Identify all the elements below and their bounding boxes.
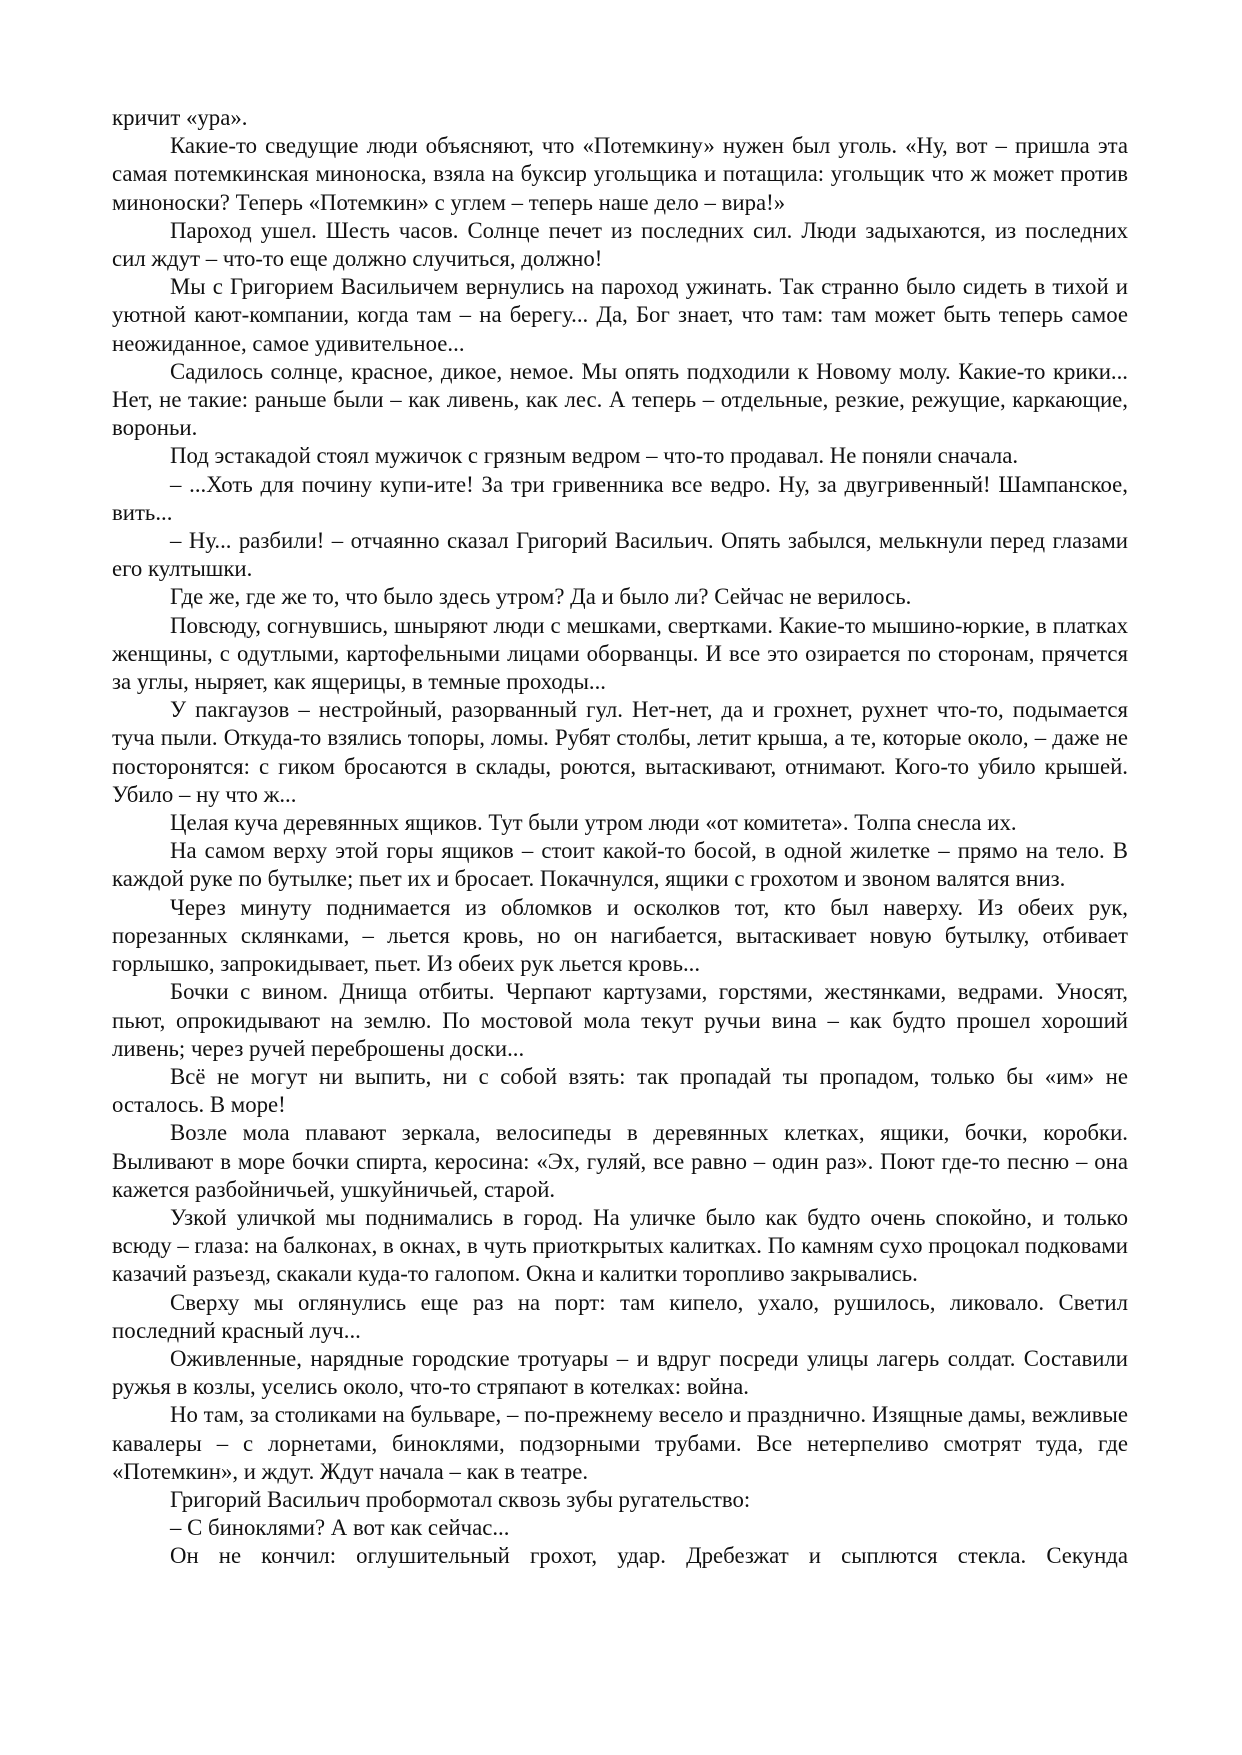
paragraph: кричит «ура». [112, 105, 248, 130]
paragraph: Целая куча деревянных ящиков. Тут были утром люди «от комитета». Толпа снесла их. [170, 810, 1017, 836]
paragraph: Повсюду, согнувшись, шныряют люди с мешками, свертками. Какие-то мышино-юркие, в платках женщины, с одутлыми, картофельными лицами оборванцы. И все это озирается по сторонам, прячется за углы, ныряет, как ящерицы, в темные проходы... [112, 612, 1128, 695]
paragraph: На самом верху этой горы ящиков – стоит какой-то босой, в одной жилетке – прямо на тело. В каждой руке по бутылке; пьет их и бросает. Покачнулся, ящики с грохотом и звоном валятся вниз. [112, 838, 1128, 892]
paragraph: Он не кончил: оглушительный грохот, удар. Дребезжат и сыплются стекла. Секунда [170, 1543, 1128, 1569]
paragraph: Возле мола плавают зеркала, велосипеды в деревянных клетках, ящики, бочки, коробки. Выливают в море бочки спирта, керосина: «Эх, гуляй, все равно – один раз». Поют где-то песню – она кажется разбойничьей, ушкуйничьей, старой. [112, 1120, 1128, 1202]
paragraph: Сверху мы оглянулись еще раз на порт: там кипело, ухало, рушилось, ликовало. Светил последний красный луч... [112, 1289, 1128, 1343]
paragraph: – С биноклями? А вот как сейчас... [170, 1515, 510, 1541]
paragraph: – Ну... разбили! – отчаянно сказал Григорий Васильич. Опять забылся, мелькнули перед глазами его култышки. [112, 528, 1128, 582]
paragraph: Григорий Васильич пробормотал сквозь зубы ругательство: [170, 1486, 751, 1512]
paragraph: Узкой уличкой мы поднимались в город. На уличке было как будто очень спокойно, и только всюду – глаза: на балконах, в окнах, в чуть приоткрытых калитках. По камням сухо процокал подковами казачий разъезд, скакали куда-то галопом. Окна и калитки торопливо закрывались. [112, 1204, 1128, 1287]
paragraph: Садилось солнце, красное, дикое, немое. Мы опять подходили к Новому молу. Какие-то крики... Нет, не такие: раньше были – как ливень, как лес. А теперь – отдельные, резкие, режущие, каркающие, вороньи. [112, 358, 1128, 441]
document-page [112, 104, 1128, 1571]
paragraph: Всё не могут ни выпить, ни с собой взять: так пропадай ты пропадом, только бы «им» не осталось. В море! [112, 1063, 1128, 1118]
paragraph: Оживленные, нарядные городские тротуары – и вдруг посреди улицы лагерь солдат. Составили ружья в козлы, уселись около, что-то стряпают в котелках: война. [112, 1345, 1128, 1400]
paragraph: Бочки с вином. Днища отбиты. Черпают картузами, горстями, жестянками, ведрами. Уносят, пьют, опрокидывают на землю. По мостовой мола текут ручьи вина – как будто прошел хороший ливень; через ручей переброшены доски... [112, 979, 1128, 1061]
paragraph: – ...Хоть для почину купи-ите! За три гривенника все ведро. Ну, за двугривенный! Шампанское, вить... [112, 471, 1128, 525]
paragraph: Какие-то сведущие люди объясняют, что «Потемкину» нужен был уголь. «Ну, вот – пришла эта самая потемкинская миноноска, взяла на буксир угольщика и потащила: угольщик что ж может против миноноски? Теперь «Потемкин» с углем – теперь наше дело – вира!» [112, 133, 1128, 215]
paragraph: Через минуту поднимается из обломков и осколков тот, кто был наверху. Из обеих рук, порезанных склянками, – льется кровь, но он нагибается, вытаскивает новую бутылку, отбивает горлышко, запрокидывает, пьет. Из обеих рук льется кровь... [112, 894, 1128, 977]
paragraph: Пароход ушел. Шесть часов. Солнце печет из последних сил. Люди задыхаются, из последних сил ждут – что-то еще должно случиться, должно! [112, 217, 1128, 272]
paragraph: Мы с Григорием Васильичем вернулись на пароход ужинать. Так странно было сидеть в тихой и уютной кают-компании, когда там – на берегу... Да, Бог знает, что там: там может быть теперь самое неожиданное, самое удивительное... [112, 274, 1128, 356]
paragraph: Но там, за столиками на бульваре, – по-прежнему весело и празднично. Изящные дамы, вежливые кавалеры – с лорнетами, биноклями, подзорными трубами. Все нетерпеливо смотрят туда, где «Потемкин», и ждут. Ждут начала – как в театре. [112, 1402, 1128, 1484]
paragraph: Под эстакадой стоял мужичок с грязным ведром – что-то продавал. Не поняли сначала. [170, 443, 1019, 469]
paragraph: Где же, где же то, что было здесь утром? Да и было ли? Сейчас не верилось. [170, 584, 912, 610]
paragraph: У пакгаузов – нестройный, разорванный гул. Нет-нет, да и грохнет, рухнет что-то, подымается туча пыли. Откуда-то взялись топоры, ломы. Рубят столбы, летит крыша, а те, которые около, – даже не посторонятся: с гиком бросаются в склады, роются, вытаскивают, отнимают. Кого-то убило крышей. Убило – ну что ж... [112, 697, 1128, 807]
